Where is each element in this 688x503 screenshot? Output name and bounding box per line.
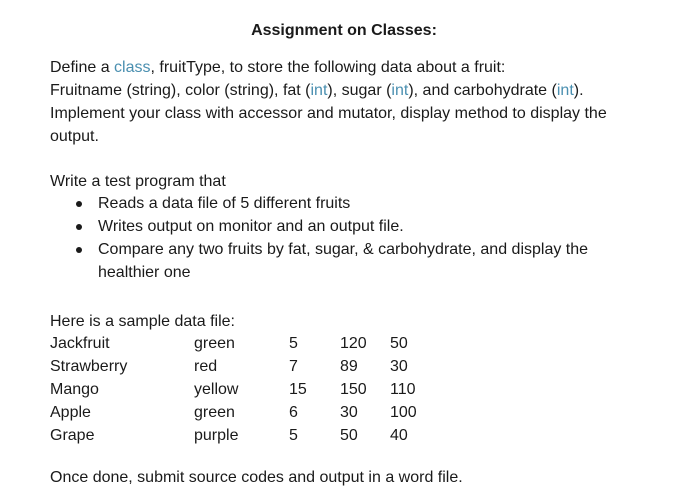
keyword-int: int (391, 82, 409, 99)
intro-line-3: Implement your class with accessor and mutator, display method to display the (50, 105, 607, 122)
fruit-name: Apple (50, 404, 91, 421)
fruit-fat: 5 (289, 427, 298, 444)
list-item (50, 215, 650, 238)
table-row (50, 332, 450, 355)
fruit-color: yellow (194, 381, 239, 398)
text: ), and carbohydrate ( (408, 82, 557, 99)
table-row (50, 401, 450, 424)
test-program-list (50, 192, 650, 284)
fruit-fat: 15 (289, 381, 307, 398)
table-row (50, 424, 450, 447)
intro-line-4: output. (50, 128, 99, 145)
fruit-name: Grape (50, 427, 95, 444)
keyword-int: int (310, 82, 328, 99)
intro-line-1 (50, 56, 660, 79)
keyword-class: class (114, 59, 151, 76)
closing-instruction: Once done, submit source codes and output in a word file. (50, 469, 463, 486)
document-title: Assignment on Classes: (251, 22, 437, 39)
sample-heading: Here is a sample data file: (50, 313, 235, 330)
list-item (50, 192, 650, 215)
list-item-text: Compare any two fruits by fat, sugar, & carbohydrate, and display the (98, 241, 589, 258)
bullet-icon (76, 224, 82, 230)
table-row (50, 355, 450, 378)
text: ). (573, 82, 584, 99)
list-item-text: Reads a data file of 5 different fruits (98, 195, 351, 212)
fruit-name: Jackfruit (50, 335, 110, 352)
text: ), sugar ( (327, 82, 392, 99)
fruit-fat: 5 (289, 335, 298, 352)
fruit-name: Mango (50, 381, 99, 398)
fruit-color: red (194, 358, 218, 375)
fruit-color: green (194, 404, 235, 421)
text: Define a (50, 59, 115, 76)
fruit-carbohydrate: 110 (390, 381, 416, 398)
fruit-color: purple (194, 427, 239, 444)
test-program-heading: Write a test program that (50, 173, 226, 190)
bullet-icon (76, 247, 82, 253)
fruit-color: green (194, 335, 235, 352)
fruit-sugar: 30 (340, 404, 358, 421)
fruit-sugar: 50 (340, 427, 358, 444)
keyword-int: int (556, 82, 574, 99)
list-item-text: healthier one (98, 264, 191, 281)
list-item-text: Writes output on monitor and an output file. (98, 218, 404, 235)
table-row (50, 378, 450, 401)
fruit-sugar: 150 (340, 381, 367, 398)
sample-data-table (50, 332, 450, 447)
list-item-continuation (50, 261, 650, 284)
text: Fruitname (string), color (string), fat ( (50, 82, 311, 99)
fruit-name: Strawberry (50, 358, 128, 375)
fruit-fat: 6 (289, 404, 298, 421)
fruit-sugar: 120 (340, 335, 367, 352)
intro-line-2 (50, 79, 660, 102)
fruit-sugar: 89 (340, 358, 358, 375)
fruit-carbohydrate: 40 (390, 427, 408, 444)
fruit-carbohydrate: 100 (390, 404, 417, 421)
fruit-carbohydrate: 30 (390, 358, 408, 375)
text: , fruitType, to store the following data about a fruit: (150, 59, 506, 76)
fruit-fat: 7 (289, 358, 298, 375)
fruit-carbohydrate: 50 (390, 335, 408, 352)
list-item (50, 238, 650, 261)
bullet-icon (76, 201, 82, 207)
